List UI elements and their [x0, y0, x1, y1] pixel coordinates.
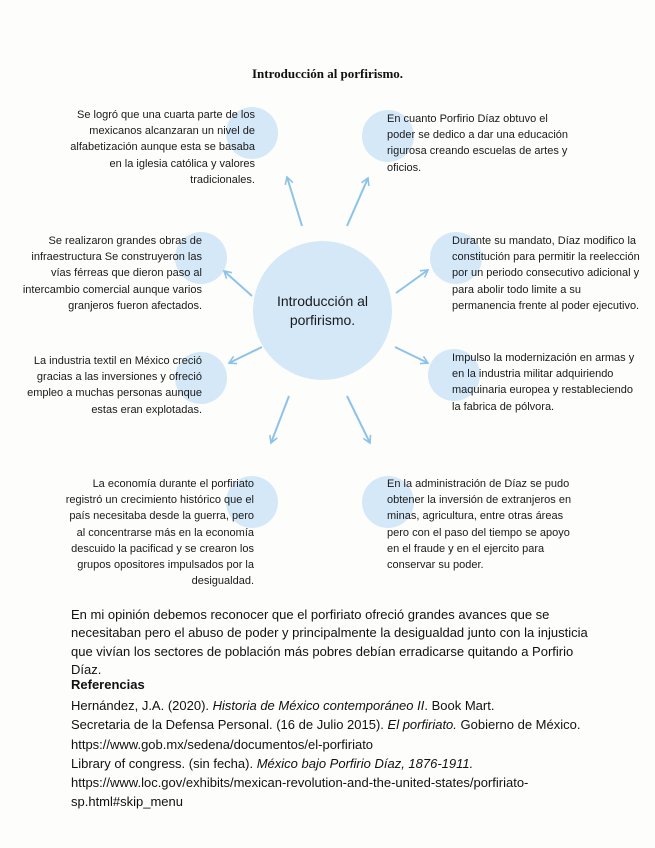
page-title: Introducción al porfirismo. [251, 66, 404, 81]
reference-item: Secretaria de la Defensa Personal. (16 de Julio 2015). El porfiriato. Gobierno de México. https://www.gob.mx/sedena/documentos/el-porfiriato [71, 717, 581, 752]
note-top-right: En cuanto Porfirio Díaz obtuvo el poder se dedico a dar una educación rigurosa creando escuelas de artes y oficios. [387, 113, 569, 174]
arrow-mid-right [396, 270, 428, 293]
arrow-mid-left [224, 271, 252, 296]
note-bottom-right: En la administración de Díaz se pudo obtener la inversión de extranjeros en minas, agricultura, entre otras áreas pero con el paso del tiempo se apoyo en el fraude y en el ejercito para conservar su poder. [387, 478, 572, 572]
note-top-left: Se logró que una cuarta parte de los mexicanos alcanzaran un nivel de alfabetización aunque esta se basaba en la iglesia católica y valores tradicionales. [70, 109, 255, 186]
center-topic-label: Introducción al porfirismo. [276, 292, 369, 328]
arrow-low-right [395, 347, 428, 363]
arrow-bottom-right [347, 396, 370, 443]
note-mid-left: Se realizaron grandes obras de infraestructura Se construyeron las vías férreas que dieron paso al intercambio comercial aunque varios granjeros fueron afectados. [22, 235, 202, 312]
reference-item: Hernández, J.A. (2020). Historia de México contemporáneo II. Book Mart. [71, 698, 495, 713]
note-bottom-left: La economía durante el porfiriato registró un crecimiento histórico que el país necesitaba desde la guerra, pero al concentrarse más en la economía descuido la pacificad y se crearon los grupos opositores impulsados por la desigualdad. [65, 478, 254, 588]
opinion-paragraph: En mi opinión debemos reconocer que el porfiriato ofreció grandes avances que se necesitaban pero el abuso de poder y principalmente la desigualdad junto con la injusticia que vivían los sectores de población más pobres debían erradicarse quitando a Porfirio Díaz. [71, 607, 588, 677]
note-low-left: La industria textil en México creció gracias a las inversiones y ofreció empleo a muchas personas aunque estas eran explotadas. [27, 355, 202, 416]
note-low-right: Impulso la modernización en armas y en la industria militar adquiriendo maquinaria europea y restableciendo la fabrica de pólvora. [452, 352, 635, 413]
references-heading: Referencias [71, 677, 145, 692]
arrow-top-left [287, 177, 302, 226]
arrow-bottom-left [271, 396, 289, 443]
arrow-top-right [347, 178, 368, 226]
note-mid-right: Durante su mandato, Díaz modifico la constitución para permitir la reelección por un periodo consecutivo adicional y para abolir todo limite a su permanencia frente al poder ejecutivo. [452, 235, 640, 312]
reference-item: Library of congress. (sin fecha). México bajo Porfirio Díaz, 1876-1911. https://www.loc.gov/exhibits/mexican-revolution-and-the-united-states/porfiriato-sp.html#skip_menu [71, 755, 529, 810]
arrow-low-left [229, 347, 262, 363]
